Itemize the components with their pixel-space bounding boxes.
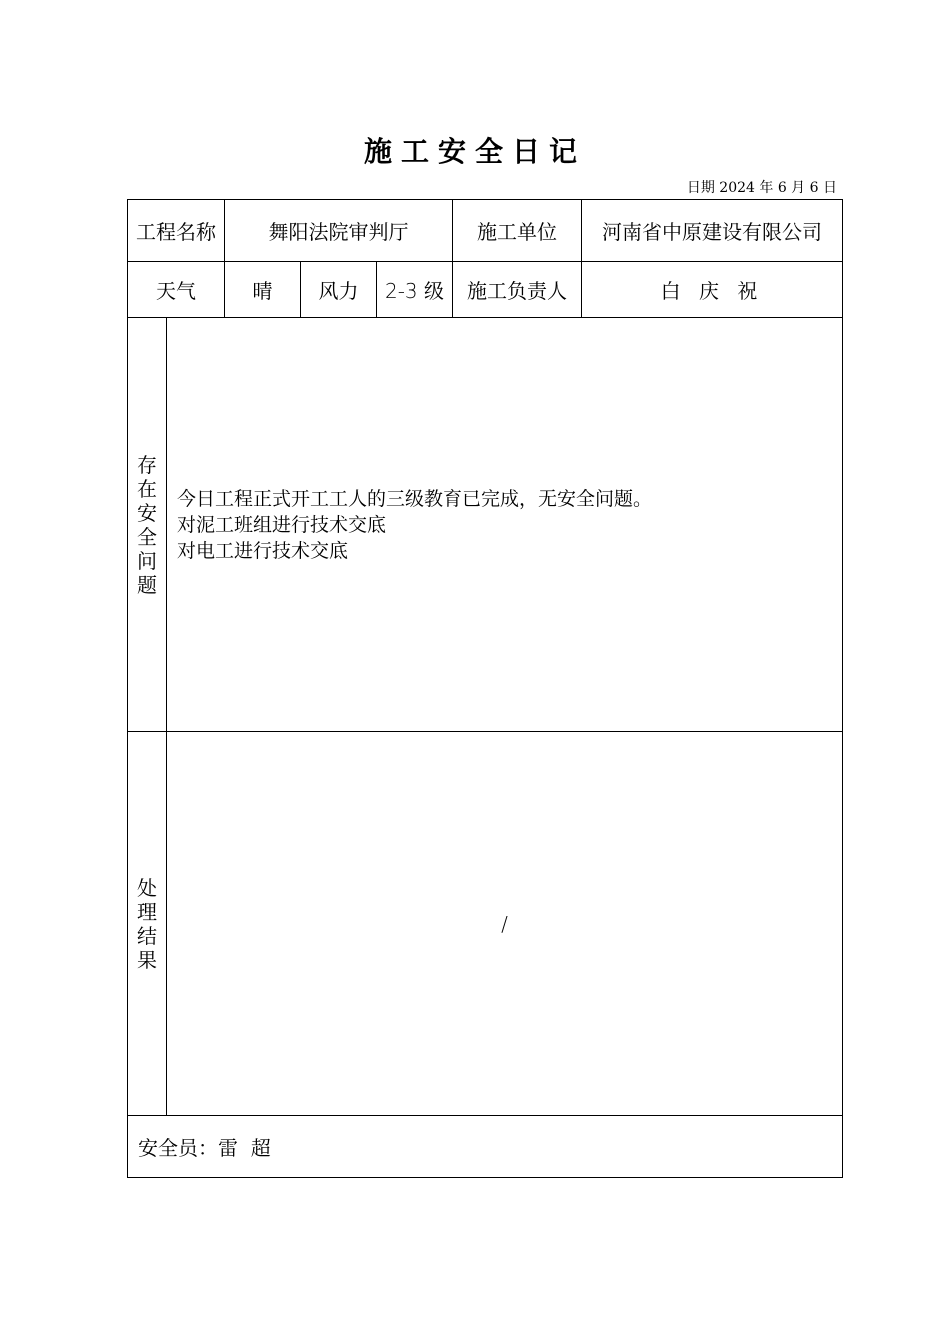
issues-row: [128, 318, 843, 732]
weather-value: 晴: [225, 262, 301, 318]
issues-content: [167, 318, 843, 732]
result-value: /: [167, 732, 843, 1116]
result-row: [128, 732, 843, 1116]
wind-label: 风力: [301, 262, 377, 318]
weather-label: 天气: [128, 262, 225, 318]
wind-value: 2-3 级: [377, 262, 453, 318]
footer-row: [128, 1116, 843, 1178]
date-line: 日期 2024 年 6 月 6 日: [686, 180, 837, 196]
weather-row: [128, 262, 843, 318]
issues-line-3: 对电工进行技术交底: [177, 539, 349, 562]
construction-unit-label: 施工单位: [453, 200, 582, 262]
issues-line-2: 对泥工班组进行技术交底: [177, 513, 387, 536]
safety-officer: 安全员：雷 超: [128, 1116, 843, 1178]
project-row: [128, 200, 843, 262]
issues-label: 存在安全问题: [137, 452, 157, 597]
result-label: 处理结果: [137, 875, 157, 972]
project-name-value: 舞阳法院审判厅: [225, 200, 453, 262]
result-label-cell: [128, 732, 167, 1116]
manager-value: 白 庆 祝: [582, 262, 843, 318]
construction-unit-value: 河南省中原建设有限公司: [582, 200, 843, 262]
issues-label-cell: [128, 318, 167, 732]
manager-label: 施工负责人: [453, 262, 582, 318]
project-name-label: 工程名称: [128, 200, 225, 262]
safety-log-table: [127, 199, 843, 1178]
issues-line-1: 今日工程正式开工工人的三级教育已完成，无安全问题。: [177, 487, 653, 510]
page-title: 施工安全日记: [363, 135, 586, 168]
